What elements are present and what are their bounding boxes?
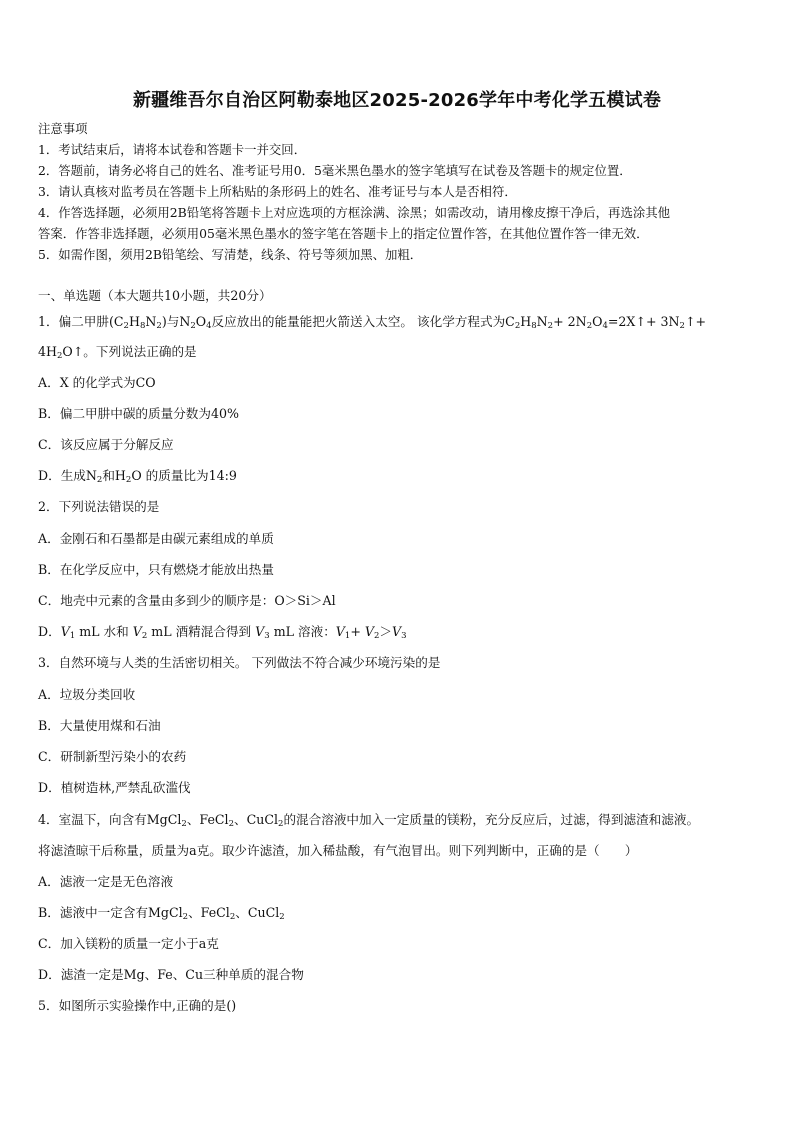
q1-option-a: A．X 的化学式为CO [38, 375, 156, 390]
page-title: 新疆维吾尔自治区阿勒泰地区2025-2026学年中考化学五模试卷 [132, 90, 662, 111]
q1-option-d: D．生成$N_2$和$H_2O$ 的质量比为14:9 [38, 468, 237, 485]
note-item: 3．请认真核对监考员在答题卡上所粘贴的条形码上的姓名、准考证号与本人是否相符． [38, 184, 517, 199]
q1-option-b: B．偏二甲肼中碳的质量分数为40% [38, 406, 239, 421]
q3-option-c: C．研制新型污染小的农药 [38, 749, 187, 764]
q3-option-d: D．植树造林,严禁乱砍滥伐 [38, 780, 191, 795]
note-item: 2．答题前，请务必将自己的姓名、准考证号用0．5毫米黑色墨水的签字笔填写在试卷及答题卡的规定位置． [38, 163, 632, 178]
q4-option-c: C．加入镁粉的质量一定小于a克 [38, 936, 219, 951]
q1-option-c: C．该反应属于分解反应 [38, 437, 174, 452]
q4-option-a: A．滤液一定是无色溶液 [38, 874, 174, 889]
note-item: 1．考试结束后，请将本试卷和答题卡一并交回． [38, 142, 307, 157]
note-item: 5．如需作图，须用2B铅笔绘、写清楚，线条、符号等须加黑、加粗． [38, 247, 423, 262]
q1-stem-line2: $4H_2O↑$。下列说法正确的是 [38, 344, 197, 361]
q2-option-c: C．地壳中元素的含量由多到少的顺序是：O＞Si＞Al [38, 593, 336, 608]
notes-heading: 注意事项 [38, 121, 88, 136]
q2-option-d: D．$V_1$ mL 水和 $V_2$ mL 酒精混合得到 $V_3$ mL 溶液：$V_1+ V_2>V_3$ [38, 624, 407, 641]
q5-stem: 5．如图所示实验操作中,正确的是() [38, 998, 237, 1013]
note-item: 答案．作答非选择题，必须用05毫米黑色墨水的签字笔在答题卡上的指定位置作答，在其他位置作答一律无效． [38, 226, 649, 241]
section-heading: 一、单选题（本大题共10小题，共20分） [38, 288, 272, 303]
q4-stem-line1: 4．室温下，向含有MgCl$_2$、FeCl$_2$、CuCl$_2$的混合溶液中加入一定质量的镁粉，充分反应后，过滤，得到滤渣和滤液。 [38, 812, 700, 829]
note-item: 4．作答选择题，必须用2B铅笔将答题卡上对应选项的方框涂满、涂黑；如需改动，请用橡皮擦干净后，再选涂其他 [38, 205, 671, 220]
q4-stem-line2: 将滤渣晾干后称量，质量为a克。取少许滤渣，加入稀盐酸，有气泡冒出。则下列判断中，正确的是（ ） [38, 843, 638, 858]
q2-stem: 2．下列说法错误的是 [38, 499, 160, 514]
q3-option-a: A．垃圾分类回收 [38, 687, 136, 702]
q3-stem: 3．自然环境与人类的生活密切相关。 下列做法不符合减少环境污染的是 [38, 655, 441, 670]
q1-stem-line1: 1．偏二甲肼$(C_2H_8N_2)$与$N_2O_4$反应放出的能量能把火箭送入太空。 该化学方程式为$C_2H_8N_2+$ $2N_2O_4=2X↑+$ $3N_2↑+$ [38, 314, 707, 331]
q4-option-d: D．滤渣一定是Mg、Fe、Cu三种单质的混合物 [38, 967, 304, 982]
q3-option-b: B．大量使用煤和石油 [38, 718, 161, 733]
q4-option-b: B．滤液中一定含有MgCl$_2$、FeCl$_2$、CuCl$_2$ [38, 905, 285, 922]
q2-option-a: A．金刚石和石墨都是由碳元素组成的单质 [38, 531, 274, 546]
q2-option-b: B．在化学反应中，只有燃烧才能放出热量 [38, 562, 274, 577]
